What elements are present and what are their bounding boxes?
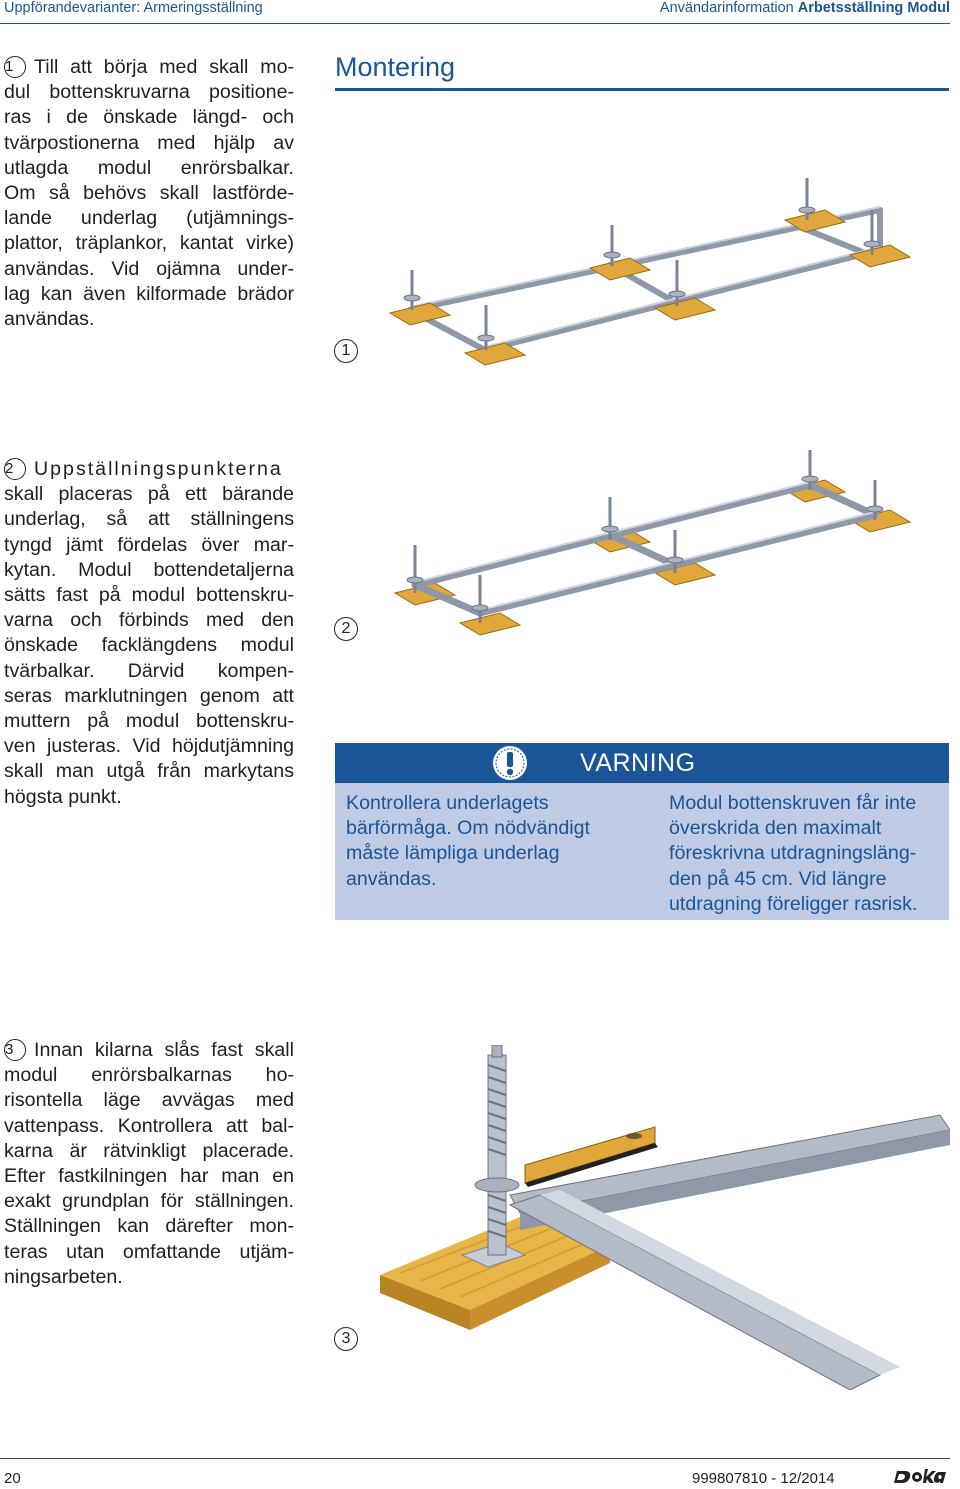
step-2-line: tvärbalkar. Därvid kompen- bbox=[4, 659, 294, 682]
step-2-line: varna och förbinds med den bbox=[4, 609, 294, 632]
step-1-line: utlagda modul enrörsbalkar. bbox=[4, 156, 294, 179]
footer-divider bbox=[0, 1458, 950, 1459]
figure-2-number: 2 bbox=[334, 617, 358, 641]
header-product: Arbetsställning Modul bbox=[797, 0, 950, 16]
section-title: Montering bbox=[335, 52, 456, 82]
header-divider bbox=[0, 23, 950, 24]
step-2-line: underlag, så att ställningens bbox=[4, 508, 294, 531]
warning-header bbox=[335, 743, 949, 783]
step-2-line: tyngd jämt fördelas över mar- bbox=[4, 533, 294, 556]
header-document bbox=[660, 0, 950, 16]
step-3-line: modul enrörsbalkarnas ho- bbox=[4, 1064, 294, 1087]
warning-right-line: överskrida den maximalt bbox=[669, 817, 882, 840]
figure-3-number: 3 bbox=[334, 1327, 358, 1351]
warning-right-line: Modul bottenskruven får inte bbox=[669, 792, 917, 814]
warning-right-line: utdragning föreligger rasrisk. bbox=[669, 892, 918, 915]
step-3-number: 3 bbox=[4, 1039, 26, 1061]
step-3-line: risontella läge avvägas med bbox=[4, 1089, 294, 1112]
step-2-line: skall placeras på ett bärande bbox=[4, 483, 294, 506]
step-3-line: karna är rätvinkligt placerade. bbox=[4, 1139, 294, 1162]
step-1-line: användas. Vid ojämna under- bbox=[4, 257, 294, 280]
step-2-line: högsta punkt. bbox=[4, 785, 122, 808]
warning-left-line: Kontrollera underlagets bbox=[346, 792, 549, 814]
tube-beams bbox=[415, 485, 875, 613]
page-number: 20 bbox=[4, 1470, 21, 1487]
step-2-line: seras marklutningen genom att bbox=[4, 684, 294, 707]
step-1-text bbox=[4, 55, 294, 332]
step-3-line: vattenpass. Kontrollera att bal- bbox=[4, 1114, 294, 1137]
step-2-line: muttern på modul bottenskru- bbox=[4, 710, 294, 733]
warning-left-line: måste lämpliga underlag bbox=[346, 842, 560, 865]
warning-left-line: bärförmåga. Om nödvändigt bbox=[346, 817, 590, 840]
figure-1-number: 1 bbox=[334, 339, 358, 363]
doka-logo bbox=[893, 1465, 949, 1487]
step-3-line: ningsarbeten. bbox=[4, 1265, 123, 1288]
step-1-line: Om så behövs skall lastförde- bbox=[4, 182, 294, 205]
step-1-line: tvärpostionerna med hjälp av bbox=[4, 131, 294, 154]
step-2-text bbox=[4, 457, 294, 810]
warning-right-text bbox=[669, 791, 917, 917]
step-1-line: lag kan även kilformade brädor bbox=[4, 282, 294, 305]
step-2-line: kytan. Modul bottendetaljerna bbox=[4, 558, 294, 581]
warning-left-line: användas. bbox=[346, 867, 437, 890]
step-1-line: användas. bbox=[4, 308, 95, 331]
step-2-number: 2 bbox=[4, 458, 26, 480]
step-1-line: Till att börja med skall mo- bbox=[34, 56, 294, 78]
step-3-line: exakt grundplan för ställningen. bbox=[4, 1190, 294, 1213]
warning-right-line: föreskrivna utdragningsläng- bbox=[669, 842, 917, 865]
step-1-number: 1 bbox=[4, 56, 26, 78]
figure-1-foundation-grid bbox=[380, 170, 920, 380]
header-doc-type: Användarinformation bbox=[659, 0, 794, 16]
page-header bbox=[0, 0, 960, 22]
section-title-rule bbox=[335, 88, 949, 91]
step-1-line: lande underlag (utjämnings- bbox=[4, 207, 294, 230]
header-chapter: Uppförandevarianter: Armeringsställning bbox=[4, 0, 263, 16]
step-3-line: Efter fastkilningen har man en bbox=[4, 1165, 294, 1188]
warning-title: VARNING bbox=[580, 749, 696, 777]
step-3-line: Ställningen kan därefter mon- bbox=[4, 1215, 294, 1238]
document-number: 999807810 - 12/2014 bbox=[692, 1470, 835, 1487]
figure-2-assembled-base bbox=[380, 445, 920, 645]
step-1-line: dul bottenskruvarna positione- bbox=[4, 81, 294, 104]
screw-spindle bbox=[488, 1045, 506, 1255]
step-3-line: Innan kilarna slås fast skall bbox=[34, 1039, 294, 1061]
step-1-line: plattor, träplankor, kantat virke) bbox=[4, 232, 294, 255]
figure-3-spirit-level-detail bbox=[380, 1045, 950, 1390]
step-3-text bbox=[4, 1038, 294, 1290]
exclamation-circle-icon bbox=[492, 745, 528, 781]
step-2-line: ven justeras. Vid höjdutjämning bbox=[4, 735, 294, 758]
warning-left-text bbox=[346, 791, 590, 892]
step-2-line: önskade facklängdens modul bbox=[4, 634, 294, 657]
step-2-line: sätts fast på modul bottenskru- bbox=[4, 584, 294, 607]
step-1-line: ras i de önskade längd- och bbox=[4, 106, 294, 129]
base-jacks bbox=[412, 178, 872, 350]
step-2-line: Uppställningspunkterna bbox=[34, 458, 283, 480]
step-2-line: skall man utgå från markytans bbox=[4, 760, 294, 783]
warning-box bbox=[335, 743, 949, 920]
warning-right-line: den på 45 cm. Vid längre bbox=[669, 867, 887, 890]
step-3-line: teras utan omfattande utjäm- bbox=[4, 1240, 294, 1263]
